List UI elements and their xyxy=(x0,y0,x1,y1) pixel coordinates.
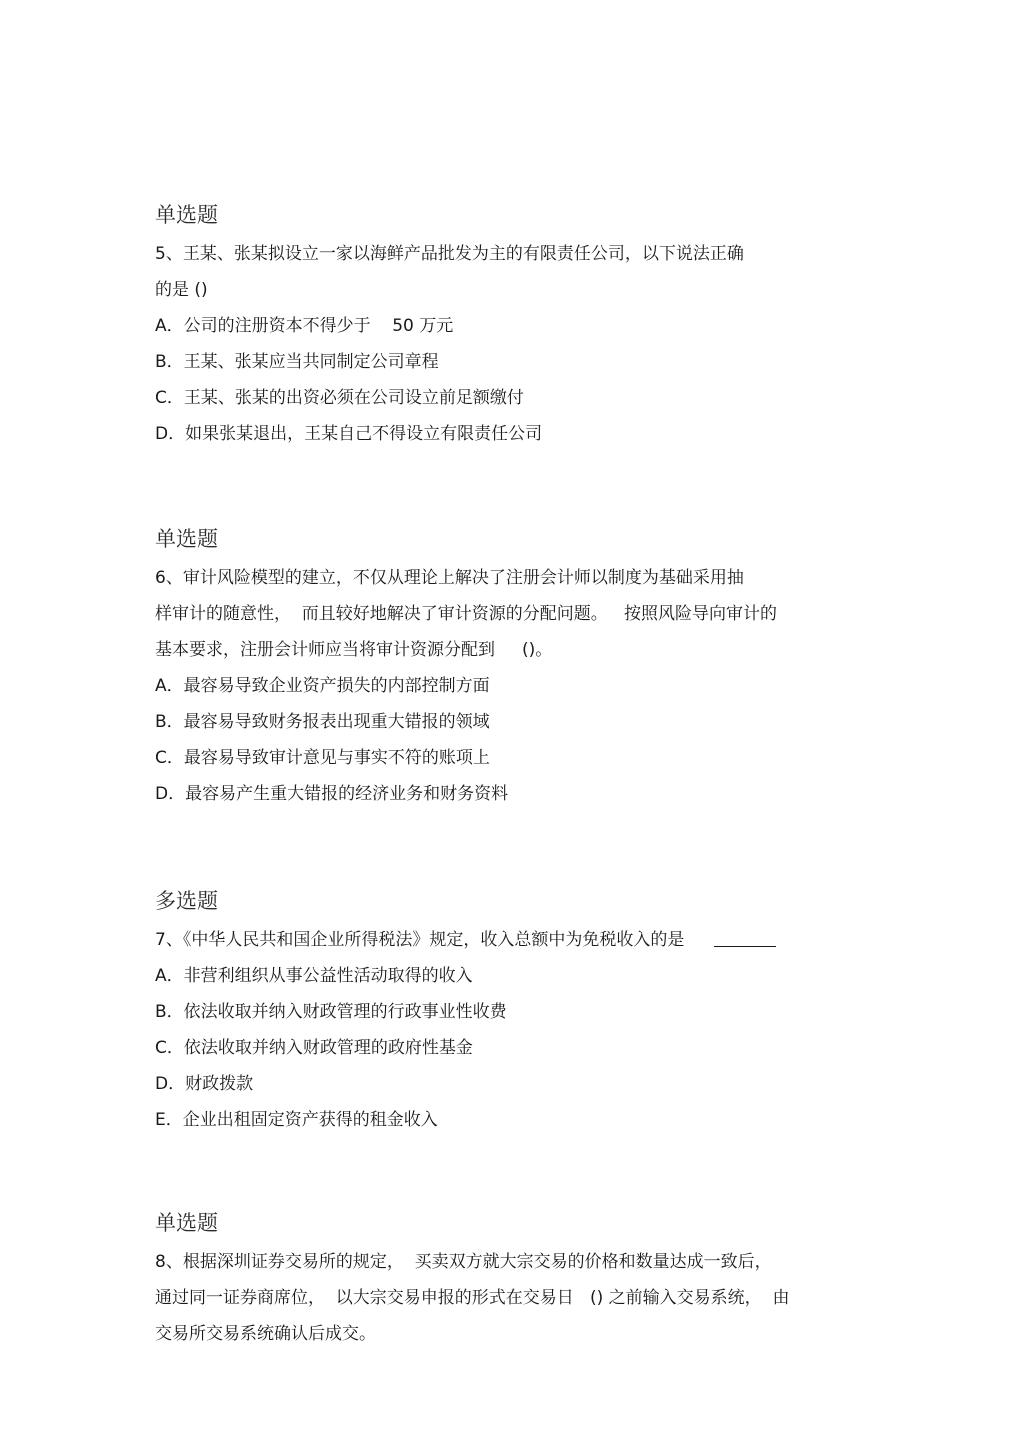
option-a: A．公司的注册资本不得少于 50 万元 xyxy=(155,316,454,336)
question-8 xyxy=(155,1208,875,1352)
option-e: E．企业出租固定资产获得的租金收入 xyxy=(155,1110,438,1130)
option-d: D．如果张某退出，王某自己不得设立有限责任公司 xyxy=(155,424,543,444)
question-stem-line: 的是 () xyxy=(155,280,208,300)
question-stem-line: 基本要求，注册会计师应当将审计资源分配到 ()。 xyxy=(155,640,553,660)
option-d: D．财政拨款 xyxy=(155,1074,254,1094)
question-6 xyxy=(155,524,875,812)
question-5 xyxy=(155,200,875,452)
question-type-label: 多选题 xyxy=(155,889,218,913)
answer-blank xyxy=(714,928,776,947)
question-type-label: 单选题 xyxy=(155,203,218,227)
question-stem-line: 8、根据深圳证券交易所的规定， 买卖双方就大宗交易的价格和数量达成一致后， xyxy=(155,1252,772,1272)
question-type-label: 单选题 xyxy=(155,1211,218,1235)
option-a: A．非营利组织从事公益性活动取得的收入 xyxy=(155,966,473,986)
question-stem-line: 6、审计风险模型的建立，不仅从理论上解决了注册会计师以制度为基础采用抽 xyxy=(155,568,744,588)
option-c: C．王某、张某的出资必须在公司设立前足额缴付 xyxy=(155,388,524,408)
question-stem-line: 交易所交易系统确认后成交。 xyxy=(155,1324,376,1344)
option-d: D．最容易产生重大错报的经济业务和财务资料 xyxy=(155,784,509,804)
question-type-label: 单选题 xyxy=(155,527,218,551)
option-c: C．最容易导致审计意见与事实不符的账项上 xyxy=(155,748,490,768)
option-c: C．依法收取并纳入财政管理的政府性基金 xyxy=(155,1038,473,1058)
question-stem-line xyxy=(155,922,875,958)
question-stem-line: 通过同一证券商席位， 以大宗交易申报的形式在交易日 () 之前输入交易系统， 由 xyxy=(155,1288,790,1308)
option-b: B．依法收取并纳入财政管理的行政事业性收费 xyxy=(155,1002,507,1022)
option-a: A．最容易导致企业资产损失的内部控制方面 xyxy=(155,676,490,696)
question-stem-line: 样审计的随意性， 而且较好地解决了审计资源的分配问题。 按照风险导向审计的 xyxy=(155,604,778,624)
question-7 xyxy=(155,886,875,1138)
option-b: B．最容易导致财务报表出现重大错报的领域 xyxy=(155,712,490,732)
question-stem-line: 5、王某、张某拟设立一家以海鲜产品批发为主的有限责任公司，以下说法正确 xyxy=(155,244,744,264)
question-stem-text: 7、《中华人民共和国企业所得税法》规定，收入总额中为免税收入的是 xyxy=(155,930,685,950)
option-b: B．王某、张某应当共同制定公司章程 xyxy=(155,352,439,372)
